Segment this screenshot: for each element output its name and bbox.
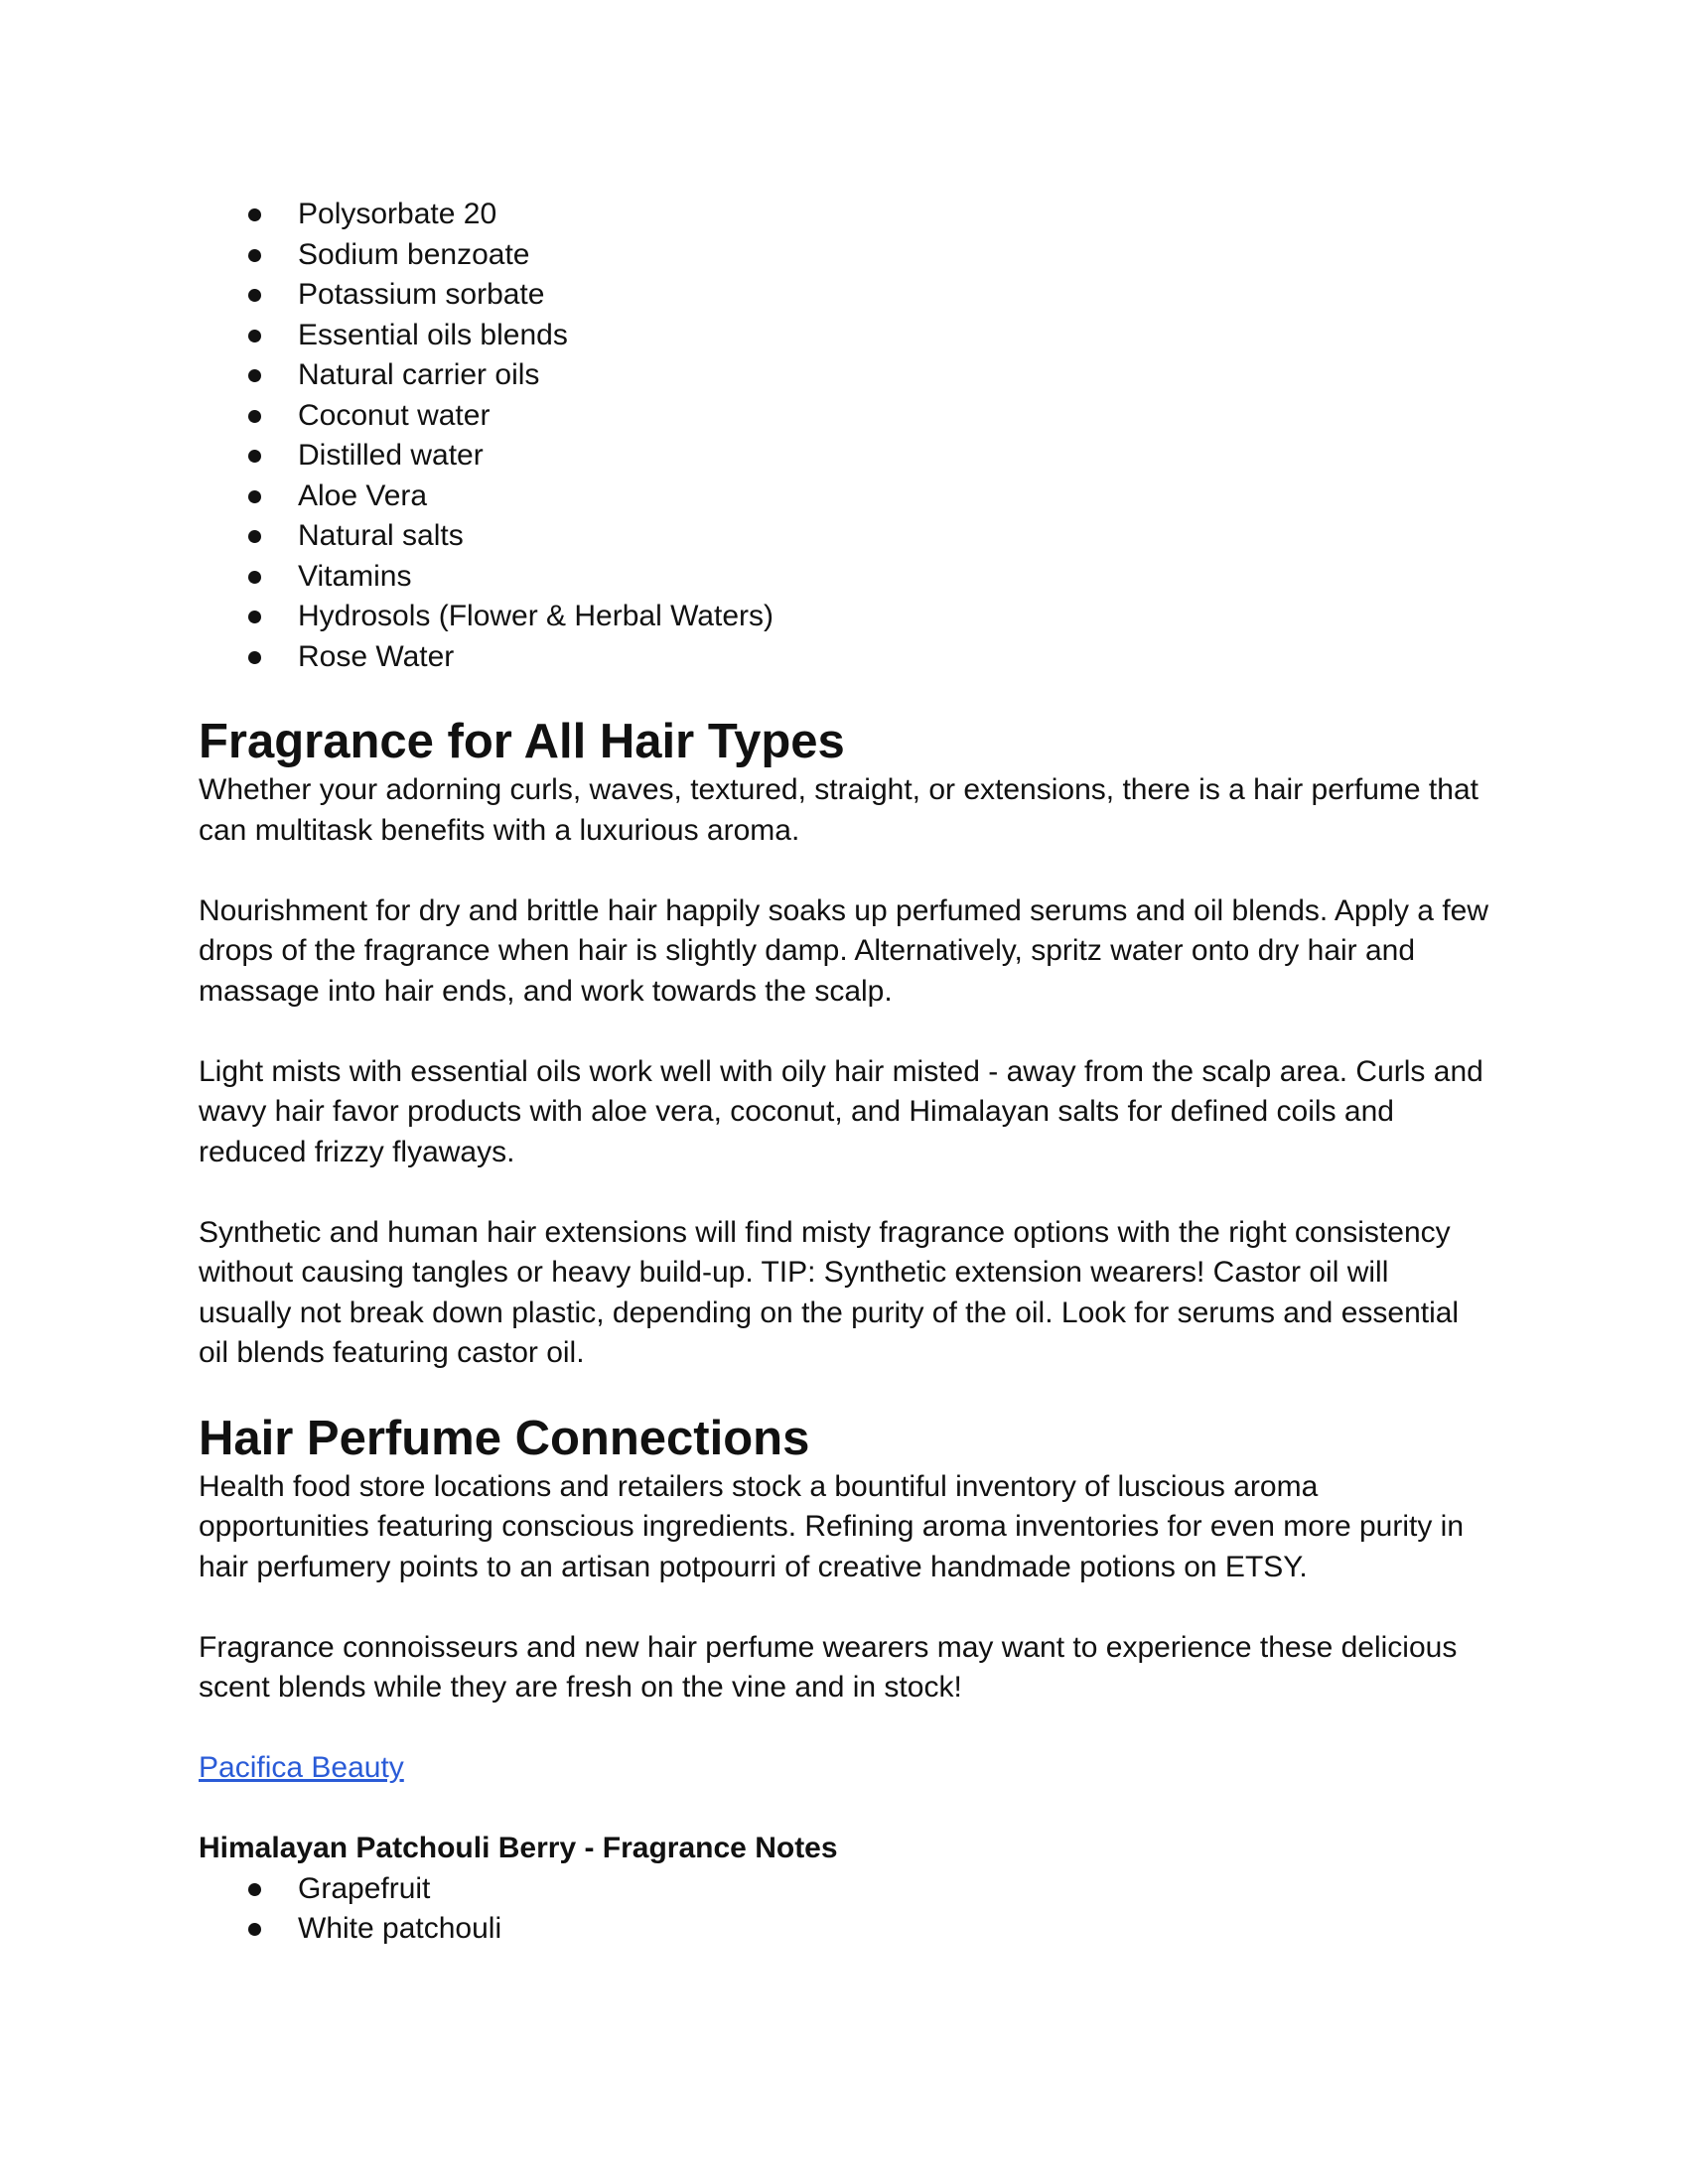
list-item-text: Distilled water bbox=[298, 439, 484, 472]
list-item bbox=[199, 396, 1489, 437]
ingredients-list bbox=[199, 195, 1489, 677]
spacer bbox=[199, 851, 1489, 891]
paragraph: Health food store locations and retailers stock a bountiful inventory of luscious aroma opportunities featuring conscious ingredients. Refining aroma inventories for even more purity in hair perfumery points to an artisan potpourri of creative handmade potions on ETSY. bbox=[199, 1469, 1465, 1583]
paragraph: Whether your adorning curls, waves, textured, straight, or extensions, there is a hair perfume that can multitask benefits with a luxurious aroma. bbox=[199, 773, 1478, 847]
list-item bbox=[199, 1909, 1489, 1950]
list-item-text: Coconut water bbox=[298, 398, 491, 432]
fragrance-notes-list bbox=[199, 1869, 1489, 1950]
list-item bbox=[199, 195, 1489, 235]
spacer bbox=[199, 1587, 1489, 1628]
spacer bbox=[199, 1708, 1489, 1749]
bullet-icon bbox=[248, 530, 261, 543]
list-item bbox=[199, 436, 1489, 477]
list-item-text: Sodium benzoate bbox=[298, 237, 530, 271]
list-item-text: Polysorbate 20 bbox=[298, 198, 497, 230]
bullet-icon bbox=[248, 330, 261, 342]
product-subheading: Himalayan Patchouli Berry - Fragrance Notes bbox=[199, 1832, 838, 1864]
list-item bbox=[199, 597, 1489, 637]
spacer bbox=[199, 1012, 1489, 1052]
spacer bbox=[199, 1374, 1489, 1410]
list-item-text: Natural salts bbox=[298, 519, 464, 552]
paragraph: Nourishment for dry and brittle hair happily soaks up perfumed serums and oil blends. Apply a few drops of the fragrance when hair is slightly damp. Alternatively, spritz water onto dry hair and massage into hair ends, and work towards the scalp. bbox=[199, 893, 1489, 1008]
list-item-text: Vitamins bbox=[298, 559, 412, 593]
section-heading-hair-types: Fragrance for All Hair Types bbox=[199, 715, 845, 768]
list-item-text: Potassium sorbate bbox=[298, 278, 545, 311]
paragraph: Fragrance connoisseurs and new hair perfume wearers may want to experience these delicious scent blends while they are fresh on the vine and in stock! bbox=[199, 1630, 1458, 1704]
list-item bbox=[199, 235, 1489, 276]
bullet-icon bbox=[248, 611, 261, 623]
spacer bbox=[199, 1789, 1489, 1830]
list-item bbox=[199, 477, 1489, 517]
list-item bbox=[199, 516, 1489, 557]
list-item bbox=[199, 355, 1489, 396]
spacer bbox=[199, 1172, 1489, 1213]
bullet-icon bbox=[248, 490, 261, 503]
list-item bbox=[199, 557, 1489, 598]
list-item-text: Rose Water bbox=[298, 639, 455, 673]
paragraph: Light mists with essential oils work well with oily hair misted - away from the scalp area. Curls and wavy hair favor products with aloe vera, coconut, and Himalayan salts for defined coils and reduced frizzy flyaways. bbox=[199, 1054, 1483, 1168]
bullet-icon bbox=[248, 450, 261, 463]
list-item-text: Natural carrier oils bbox=[298, 358, 540, 391]
bullet-icon bbox=[248, 369, 261, 382]
pacifica-beauty-link[interactable]: Pacifica Beauty bbox=[199, 1751, 404, 1784]
bullet-icon bbox=[248, 289, 261, 302]
list-item-text: Grapefruit bbox=[298, 1871, 431, 1905]
bullet-icon bbox=[248, 410, 261, 423]
bullet-icon bbox=[248, 1883, 261, 1896]
document-page bbox=[199, 195, 1489, 1950]
list-item bbox=[199, 316, 1489, 356]
bullet-icon bbox=[248, 571, 261, 584]
list-item-text: Aloe Vera bbox=[298, 478, 428, 512]
list-item bbox=[199, 637, 1489, 678]
link-paragraph bbox=[199, 1748, 1489, 1789]
list-item bbox=[199, 275, 1489, 316]
bullet-icon bbox=[248, 651, 261, 664]
bullet-icon bbox=[248, 208, 261, 221]
list-item-text: Essential oils blends bbox=[298, 318, 568, 351]
list-item-text: White patchouli bbox=[298, 1912, 502, 1945]
list-item bbox=[199, 1869, 1489, 1910]
bullet-icon bbox=[248, 249, 261, 262]
spacer bbox=[199, 677, 1489, 713]
section-heading-connections: Hair Perfume Connections bbox=[199, 1411, 810, 1465]
bullet-icon bbox=[248, 1923, 261, 1936]
paragraph: Synthetic and human hair extensions will find misty fragrance options with the right consistency without causing tangles or heavy build-up. TIP: Synthetic extension wearers! Castor oil will usually not break down plastic, depending on the purity of the oil. Look for serums and essential oil blends featuring castor oil. bbox=[199, 1215, 1460, 1369]
list-item-text: Hydrosols (Flower & Herbal Waters) bbox=[298, 600, 774, 632]
